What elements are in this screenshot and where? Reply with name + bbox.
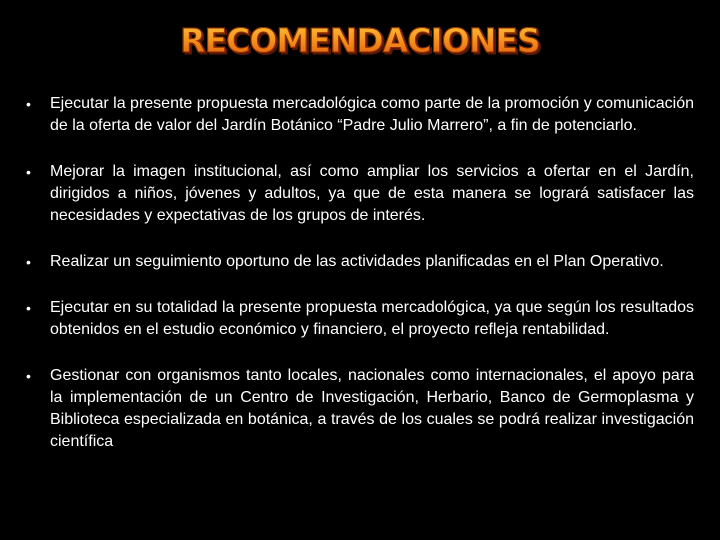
list-item [26, 297, 694, 341]
list-item [26, 365, 694, 453]
list-item-text: Ejecutar en su totalidad la presente propuesta mercadológica, ya que según los resultados obtenidos en el estudio económico y financiero, el proyecto refleja rentabilidad. [50, 299, 694, 338]
recommendation-list [26, 93, 694, 477]
list-item [26, 161, 694, 227]
list-item-text: Gestionar con organismos tanto locales, nacionales como internacionales, el apoyo para la implementación de un Centro de Investigación, Herbario, Banco de Germoplasma y Biblioteca especializada en botánica, a través de los cuales se podrá realizar investigación científica [50, 367, 694, 450]
list-item [26, 93, 694, 137]
list-item-text: Mejorar la imagen institucional, así como ampliar los servicios a ofertar en el Jardín, dirigidos a niños, jóvenes y adultos, ya que de esta manera se logrará satisfacer las necesidades y expectativas de los grupos de interés. [50, 163, 694, 224]
slide-title: RECOMENDACIONES [0, 22, 720, 60]
bullet-icon: • [26, 164, 31, 180]
bullet-icon: • [26, 368, 31, 384]
bullet-icon: • [26, 254, 31, 270]
bullet-icon: • [26, 300, 31, 316]
list-item [26, 251, 694, 273]
list-item-text: Ejecutar la presente propuesta mercadológica como parte de la promoción y comunicación de la oferta de valor del Jardín Botánico “Padre Julio Marrero”, a fin de potenciarlo. [50, 95, 694, 134]
list-item-text: Realizar un seguimiento oportuno de las actividades planificadas en el Plan Operativo. [50, 253, 664, 270]
bullet-icon: • [26, 96, 31, 112]
